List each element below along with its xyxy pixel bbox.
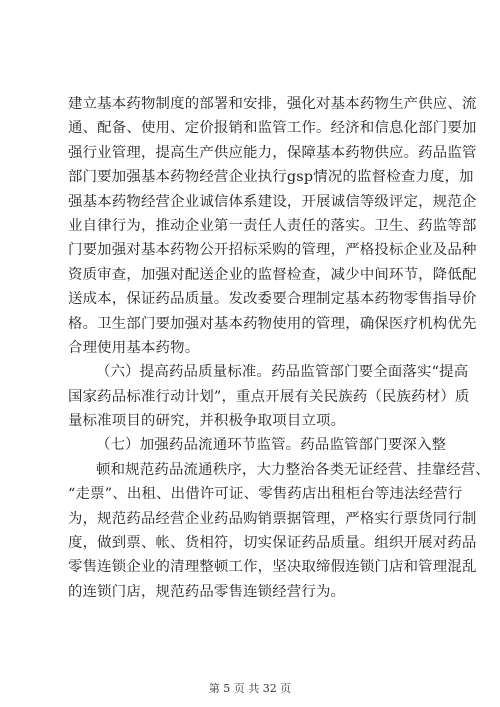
text-line: 送成本，保证药品质量。发改委要合理制定基本药物零售指导价 (68, 291, 477, 308)
text-line: 为，规范药品经营企业药品购销票据管理，严格实行票货同行制 (68, 510, 477, 527)
text-line: 通、配备、使用、定价报销和监管工作。经济和信息化部门要加 (68, 120, 477, 137)
text-line: 资质审查，加强对配送企业的监督检查，减少中间环节，降低配 (68, 266, 477, 283)
text-line: 业自律行为，推动企业第一责任人责任的落实。卫生、药监等部 (68, 217, 477, 234)
text-line: 度，做到票、帐、货相符，切实保证药品质量。组织开展对药品 (68, 535, 477, 552)
paragraph-start-line: （七）加强药品流通环节监管。药品监管部门要深入整 (96, 437, 447, 454)
text-line: 零售连锁企业的清理整顿工作，坚决取缔假连锁门店和管理混乱 (68, 559, 477, 576)
text-line: 强基本药物经营企业诚信体系建设，开展诚信等级评定，规范企 (68, 193, 477, 210)
text-line: “走票”、出租、出借许可证、零售药店出租柜台等违法经营行 (68, 486, 463, 503)
paragraph-start-line: （六）提高药品质量标准。药品监管部门要全面落实“提高 (96, 364, 469, 381)
text-line: 建立基本药物制度的部署和安排，强化对基本药物生产供应、流 (68, 96, 477, 112)
page-number-footer: 第 5 页 共 32 页 (208, 682, 292, 695)
text-line: 部门要加强基本药物经营企业执行gsp情况的监督检查力度，加 (68, 169, 474, 186)
text-line: 格。卫生部门要加强对基本药物使用的管理，确保医疗机构优先 (68, 315, 477, 332)
text-line: 门要加强对基本药物公开招标采购的管理，严格投标企业及品种 (68, 242, 477, 259)
document-body (68, 92, 490, 604)
text-line: 的连锁门店，规范药品零售连锁经营行为。 (68, 583, 346, 600)
text-line: 国家药品标准行动计划”，重点开展有关民族药（民族药材）质 (68, 388, 470, 405)
text-line: 合理使用基本药物。 (68, 339, 200, 356)
text-line: 量标准项目的研究，并积极争取项目立项。 (68, 413, 346, 430)
text-line: 强行业管理，提高生产供应能力，保障基本药物供应。药品监管 (68, 144, 477, 161)
text-line: 顿和规范药品流通秩序，大力整治各类无证经营、挂靠经营、 (96, 461, 490, 478)
